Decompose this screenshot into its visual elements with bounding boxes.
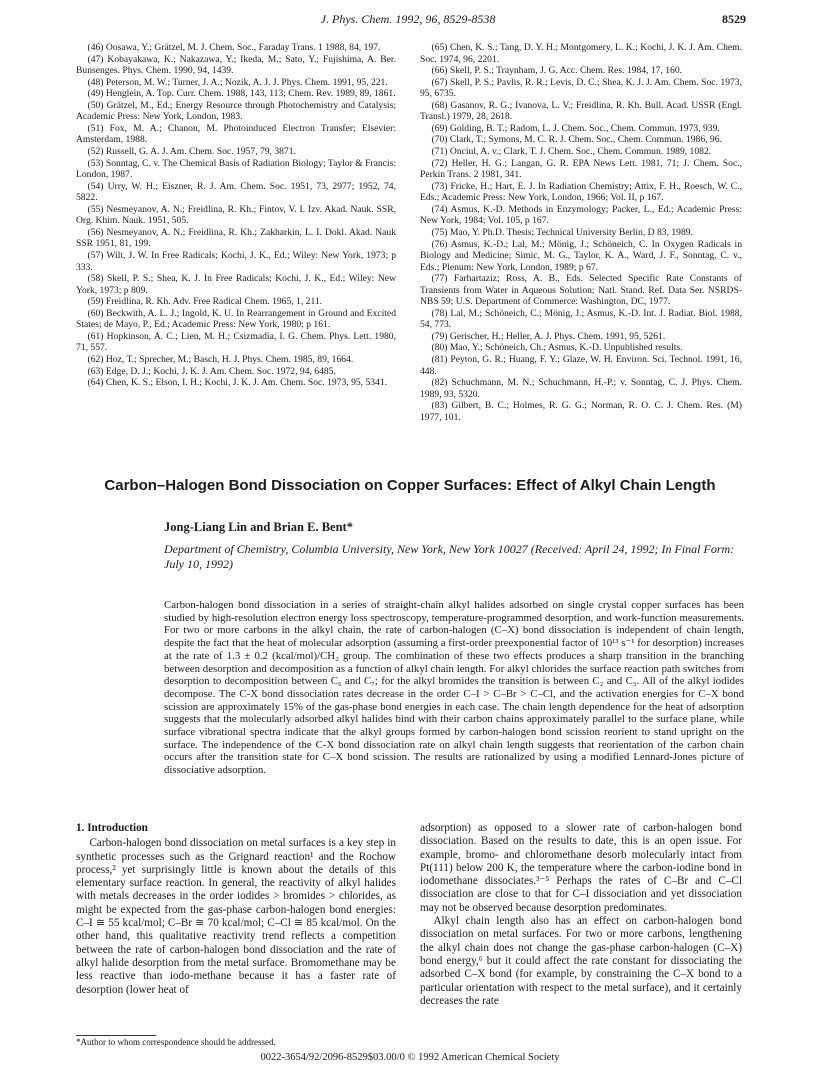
references-left-column [76, 42, 396, 389]
reference-entry: (66) Skell, P. S.; Traynham, J. G. Acc. Chem. Res. 1984, 17, 160. [431, 65, 683, 77]
intro-paragraph-1: Carbon-halogen bond dissociation on metal surfaces is a key step in synthetic processes such as the Grignard reaction¹ and the Rochow process,² yet surprisingly little is known about the details of this elementary surface reaction. In general, the reactivity of alkyl halides with metals decreases in the order iodides > bromides > chlorides, as might be expected from the gas-phase carbon-halogen bond energies: C–I ≅ 55 kcal/mol; C–Br ≅ 70 kcal/mol; C–Cl ≅ 85 kcal/mol. On the other hand, this qualitative reactivity trend reflects a competition between the rate of carbon-halogen bond dissociation and the rate of alkyl halide desorption from the metal surface. Bromomethane may be less reactive than iodo-methane because it has a faster rate of desorption (lower heat of [76, 837, 396, 996]
reference-entry: (54) Urry, W. H.; Eiszner, R. J. Am. Chem. Soc. 1951, 73, 2977; 1952, 74, 5822. [76, 180, 396, 204]
body-left-column [76, 822, 396, 997]
running-header [70, 12, 746, 28]
reference-entry: (59) Freidlina, R. Kh. Adv. Free Radical Chem. 1965, 1, 211. [87, 296, 323, 308]
reference-entry: (76) Asmus, K.-D.; Lal, M.; Mönig, J.; Schöneich, C. In Oxygen Radicals in Biology and Medicine; Simic, M. G., Taylor, K. A., Ward, J. F., Sonntag, C. v., Eds.; Plenum: New York, London, 1989; p 67. [420, 238, 742, 273]
reference-entry: (71) Onciul, A. v.; Clark, T. J. Chem. Soc., Chem. Commun. 1989, 1082. [431, 146, 712, 158]
reference-entry: (60) Beckwith, A. L. J.; Ingold, K. U. In Rearrangement in Ground and Excited States; de Mayo, P., Ed.; Academic Press: New York, 1980; p 161. [76, 307, 396, 331]
reference-entry: (81) Peyton, G. R.; Huang, F. Y.; Glaze, W. H. Environ. Sci. Technol. 1991, 16, 448. [420, 354, 742, 377]
reference-entry: (80) Mao, Y.; Schöneich, Ch.; Asmus, K.-D. Unpublished results. [431, 342, 683, 354]
reference-entry: (46) Oosawa, Y.; Grätzel, M. J. Chem. Soc., Faraday Trans. 1 1988, 84, 197. [87, 42, 381, 53]
reference-entry: (82) Schuchmann, M. N.; Schuchmann, H.-P.; v. Sonntag, C. J. Phys. Chem. 1989, 93, 5320. [420, 377, 742, 400]
reference-entry: (79) Gerischer, H.; Heller, A. J. Phys. Chem. 1991, 95, 5261. [431, 330, 666, 342]
reference-entry: (53) Sonntag, C. v. The Chemical Basis of Radiation Biology; Taylor & Francis: London, 1987. [76, 157, 396, 181]
reference-entry: (75) Mao, Y. Ph.D. Thesis; Technical University Berlin, D 83, 1989. [431, 226, 693, 238]
reference-entry: (70) Clark, T.; Symons, M. C. R. J. Chem. Soc., Chem. Commun. 1986, 96. [431, 134, 722, 146]
reference-entry: (64) Chen, K. S.; Elson, I. H.; Kochi, J. K. J. Am. Chem. Soc. 1973, 95, 5341. [87, 377, 388, 389]
reference-entry: (69) Golding, B. T.; Radom, L. J. Chem. Soc., Chem. Commun. 1973, 939. [431, 122, 720, 134]
reference-entry: (61) Hopkinson, A. C.; Lien, M. H.; Csizmadia, I. G. Chem. Phys. Lett. 1980, 71, 557. [76, 330, 396, 354]
journal-citation: J. Phys. Chem. 1992, 96, 8529-8538 [320, 12, 496, 26]
reference-entry: (47) Kobayakawa, K.; Nakazawa, Y.; Ikeda, M.; Sato, Y.; Fujishima, A. Ber. Bunsenges. Phys. Chem. 1990, 94, 1439. [76, 53, 396, 77]
body-right-column [420, 822, 742, 1008]
reference-entry: (77) Farhartaziz; Ross, A. B., Eds. Selected Specific Rate Constants of Transients from Water in Aqueous Solution; Natl. Stand. Ref. Data Ser. NSRDS-NBS 59; U.S. Department of Commerce: Washington, DC, 1977. [420, 273, 742, 308]
article-abstract: Carbon-halogen bond dissociation in a series of straight-chain alkyl halides adsorbed on single crystal copper surfaces has been studied by high-resolution electron energy loss spectroscopy, temperature-programmed desorption, and work-function measurements. For two or more carbons in the alkyl chain, the rate of carbon-halogen (C–X) bond dissociation is independent of chain length, despite the fact that the heat of molecular adsorption (assuming a first-order preexponential factor of 10¹³ s⁻¹ for desorption) increases at the rate of 1.3 ± 0.2 (kcal/mol)/CH₂ group. The combination of these two effects produces a sharp transition in the branching between desorption and decomposition as a function of alkyl chain length. For alkyl chlorides the surface reaction path switches from desorption to decomposition between C₆ and C₇; for the alkyl bromides the transition is between C₂ and C₃. All of the alkyl iodides decompose. The C-X bond dissociation rates decrease in the order C–I > C–Br > C–Cl, and the activation energies for C–X bond scission are approximately 15% of the gas-phase bond energies in each case. The chain length dependence for the heat of adsorption suggests that the molecularly adsorbed alkyl halides bind with their carbon chains approximately parallel to the surface plane, while surface vibrational spectra indicate that the alkyl groups formed by carbon-halogen bond scission reorient to stand upright on the surface. The independence of the C-X bond dissociation rate on alkyl chain length suggests that reorientation of the carbon chain occurs after the transition state for C–X bond scission. The results are rationalized by using a modified Lennard-Jones picture of dissociative adsorption. [164, 599, 744, 777]
author-footnote: *Author to whom correspondence should be addressed. [76, 1037, 276, 1047]
footnote-rule [76, 1035, 156, 1036]
reference-entry: (68) Gasanov, R. G.; Ivanova, L. V.; Freidlina, R. Kh. Bull. Acad. USSR (Engl. Transl.) 1979, 28, 2618. [420, 99, 742, 123]
reference-entry: (58) Skell, P. S.; Shea, K. J. In Free Radicals; Kochi, J. K., Ed.; Wiley: New York, 1973; p 809. [76, 273, 396, 296]
reference-entry: (57) Wilt, J. W. In Free Radicals; Kochi, J. K., Ed.; Wiley: New York, 1973; p 333. [76, 250, 396, 273]
article-title: Carbon–Halogen Bond Dissociation on Copper Surfaces: Effect of Alkyl Chain Length [104, 477, 716, 494]
reference-entry: (63) Edge, D. J.; Kochi, J. K. J. Am. Chem. Soc. 1972, 94, 6485. [87, 365, 336, 377]
reference-entry: (48) Peterson, M. W.; Turner, J. A.; Nozik, A. J. J. Phys. Chem. 1991, 95, 221. [87, 76, 388, 88]
reference-entry: (72) Heller, H. G.; Langan, G. R. EPA News Lett. 1981, 71; J. Chem. Soc., Perkin Trans. 2 1981, 341. [420, 157, 742, 181]
reference-entry: (52) Russell, G. A. J. Am. Chem. Soc. 1957, 79, 3871. [87, 146, 296, 158]
reference-entry: (49) Henglein, A. Top. Curr. Chem. 1988, 143, 113; Chem. Rev. 1989, 89, 1861. [87, 88, 396, 100]
reference-entry: (56) Nesmeyanov, A. N.; Freidlina, R. Kh.; Zakharkin, L. I. Dokl. Akad. Nauk SSR 1951, 81, 199. [76, 226, 396, 250]
reference-entry: (83) Gilbert, B. C.; Holmes, R. G. G.; Norman, R. O. C. J. Chem. Res. (M) 1977, 101. [420, 400, 742, 423]
article-authors: Jong-Liang Lin and Brian E. Bent* [164, 520, 353, 534]
intro-paragraph-2: adsorption) as opposed to a slower rate of carbon-halogen bond dissociation. Based on the results to date, this is an open issue. For example, bromo- and chloromethane desorb molecularly intact from Pt(111) below 200 K, the temperature where the carbon-iodine bond in iodomethane dissociates.³⁻⁵ Perhaps the rates of C–Br and C–Cl dissociation are close to that for C–I dissociation and yet dissociation may not be observed because desorption predominates. [420, 822, 742, 914]
reference-entry: (78) Lal, M.; Schöneich, C.; Mönig, J.; Asmus, K.-D. Int. J. Radiat. Biol. 1988, 54, 773. [420, 307, 742, 331]
references-right-column [420, 42, 742, 423]
copyright-footer: 0022-3654/92/2096-8529$03.00/0 © 1992 American Chemical Society [260, 1052, 560, 1063]
reference-entry: (65) Chen, K. S.; Tang, D. Y. H.; Montgomery, L. K.; Kochi, J. K. J. Am. Chem. Soc. 1974, 96, 2201. [420, 42, 742, 65]
reference-entry: (62) Hoz, T.; Sprecher, M.; Basch, H. J. Phys. Chem. 1985, 89, 1664. [87, 354, 354, 365]
reference-entry: (51) Fox, M. A.; Chanon, M. Photoinduced Electron Transfer; Elsevier: Amsterdam, 1988. [76, 122, 396, 146]
article-affiliation: Department of Chemistry, Columbia University, New York, New York 10027 (Received: April 24, 1992; In Final Form: July 10, 1992) [164, 542, 735, 571]
section-heading: 1. Introduction [76, 822, 148, 834]
reference-entry: (50) Grätzel, M., Ed.; Energy Resource through Photochemistry and Catalysis; Academic Press: New York, London, 1983. [76, 99, 396, 123]
page-number: 8529 [722, 12, 746, 26]
intro-paragraph-3: Alkyl chain length also has an effect on carbon-halogen bond dissociation on metal surfaces. For two or more carbons, lengthening the alkyl chain does not change the gas-phase carbon-halogen (C–X) bond energy,⁶ but it could affect the rate constant for dissociating the adsorbed C–X bond (for example, by constraining the C–X bond to a particular orientation with respect to the metal surface), and it certainly decreases the rate [420, 915, 742, 1007]
reference-entry: (55) Nesmeyanov, A. N.; Freidlina, R. Kh.; Fintov, V. I. Izv. Akad. Nauk. SSR, Org. Khim. Nauk. 1951, 505. [76, 203, 396, 227]
reference-entry: (73) Fricke, H.; Hart, E. J. In Radiation Chemistry; Attix, F. H., Roesch, W. C., Eds.; Academic Press: New York, London, 1966; Vol. II, p 167. [420, 180, 742, 204]
reference-entry: (67) Skell, P. S.; Pavlis, R. R.; Levis, D. C.; Shea, K. J. J. Am. Chem. Soc. 1973, 95, 6735. [420, 76, 742, 100]
reference-entry: (74) Asmus, K.-D. Methods in Enzymology; Packer, L., Ed.; Academic Press: New York, 1984; Vol. 105, p 167. [420, 203, 742, 227]
